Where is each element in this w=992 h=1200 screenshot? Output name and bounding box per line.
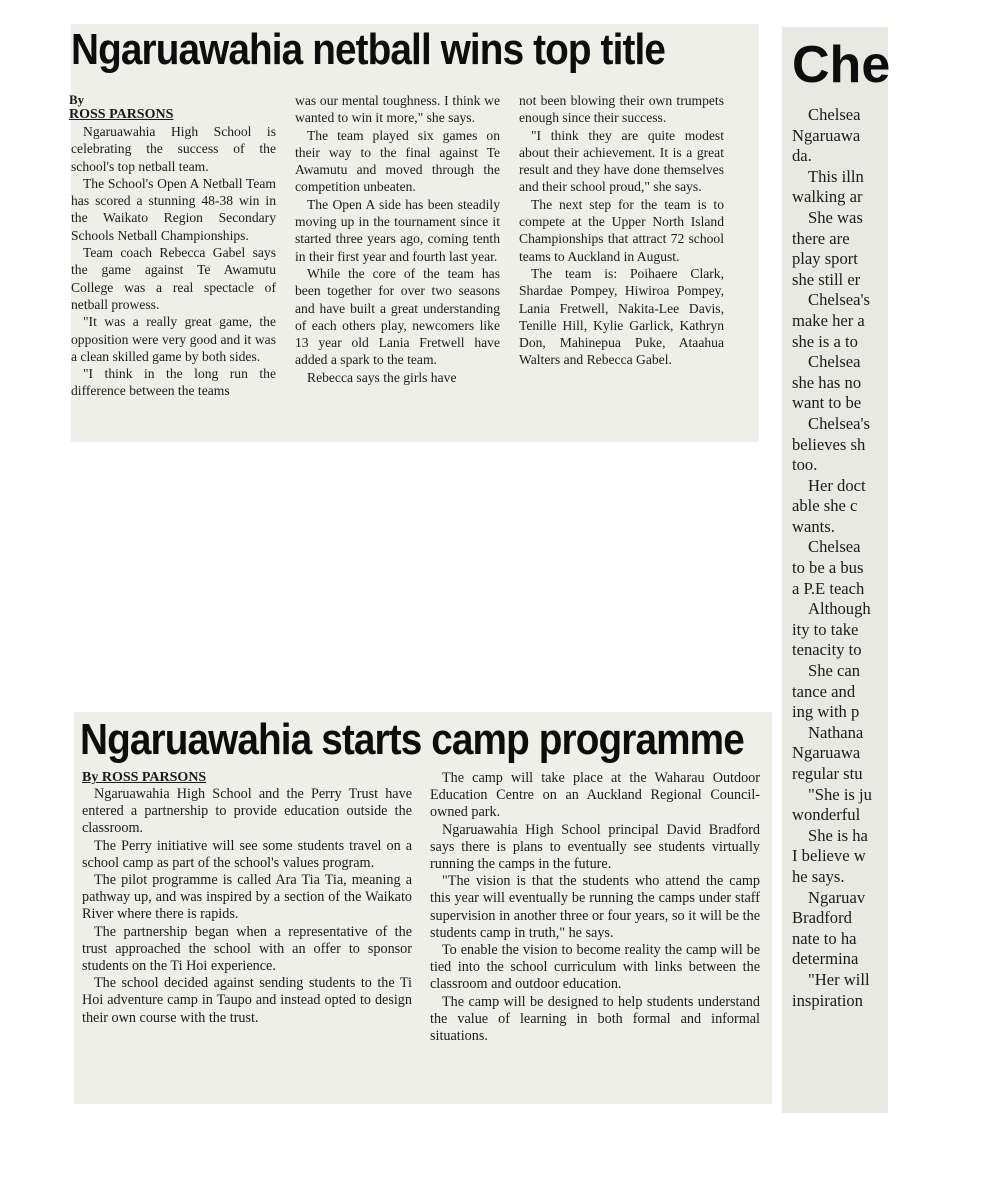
paragraph: The partnership began when a representative of the trust approached the school with an offer to sponsor students on the Ti Hoi experience. [82,923,412,975]
paragraph: was our mental toughness. I think we wanted to win it more," she says. [295,93,500,126]
text-line: Although [808,599,871,619]
headline-chelsea: Che [792,36,891,94]
text-line: make her a [792,310,865,330]
text-line: to be a bus [792,558,864,578]
byline [69,92,276,123]
article-columns [82,770,766,1104]
text-line: regular stu [792,764,863,783]
paragraph: The camp will be designed to help students understand the value of learning in both formal and informal situations. [430,993,760,1045]
text-line: ity to take [792,619,859,639]
text-line: da. [792,146,812,166]
text-line: This illn [808,166,864,186]
text-line: Nathana [808,722,864,742]
text-line: Chelsea's [808,413,870,433]
paragraph: "I think in the long run the difference between the teams [71,366,276,399]
byline-author: ROSS PARSONS [69,107,174,122]
column-1 [82,770,412,1104]
paragraph: Ngaruawahia High School principal David Bradford says there is plans to eventually see students virtually running the camps in the future. [430,821,760,873]
paragraph: While the core of the team has been together for over two seasons and have built a great understanding of each others play, newcomers like 13 year old Lania Fretwell have added a spark to the team. [295,265,500,368]
text-line: Chelsea [808,352,861,372]
text-line: believes sh [792,434,866,454]
text-line: I believe w [792,846,866,866]
text-line: Ngaruawa [792,125,861,145]
text-line: tance and [792,681,856,701]
text-line: Chelsea [808,105,861,124]
paragraph: Team coach Rebecca Gabel says the game against Te Awamutu College was a real spectacle of netball prowess. [71,245,276,312]
text-line: "Her will [808,969,870,989]
paragraph: The camp will take place at the Waharau Outdoor Education Centre on an Auckland Regional Council-owned park. [430,770,760,821]
text-line: he says. [792,866,845,886]
column-2 [430,770,760,1104]
text-line: wonderful [792,805,861,825]
paragraph: not been blowing their own trumpets enough since their success. [519,93,724,126]
headline-camp: Ngaruawahia starts camp programme [80,715,744,764]
text-line: she has no [792,372,862,392]
byline-by: By [69,92,85,107]
text-line: "She is ju [808,784,872,804]
text-line: She can [808,661,861,681]
paragraph: The School's Open A Netball Team has scored a stunning 48-38 win in the Waikato Region Secondary Schools Netball Championships. [71,175,276,243]
text-line: Chelsea's [808,290,870,310]
paragraph: Ngaruawahia High School is celebrating the success of the school's top netball team. [71,124,276,174]
paragraph: "I think they are quite modest about their achievement. It is a great result and they have done themselves and their school proud," she says. [519,127,724,195]
clipping-chelsea-article [782,27,891,1113]
paragraph: The Open A side has been steadily moving up in the tournament since it started three years ago, coming tenth in their first year and fourth last year. [295,196,500,264]
article-columns [71,92,755,442]
headline-netball: Ngaruawahia netball wins top title [71,25,665,74]
paragraph: The team played six games on their way to the final against Te Awamutu and moved through the competition unbeaten. [295,127,500,195]
paragraph: The school decided against sending students to the Ti Hoi adventure camp in Taupo and instead opted to design their own course with the trust. [82,975,412,1026]
text-line: inspiration [792,990,863,1010]
paragraph: Ngaruawahia High School and the Perry Trust have entered a partnership to provide education outside the classroom. [82,786,412,837]
text-line: walking ar [792,187,863,207]
paragraph: The next step for the team is to compete at the Upper North Island Championships that attract 72 school teams to Auckland in August. [519,196,724,264]
text-line: too. [792,455,818,475]
text-line: nate to ha [792,928,857,948]
text-line: she is a to [792,331,858,351]
text-line: determina [792,949,859,969]
column-3 [519,92,724,442]
paragraph: "The vision is that the students who attend the camp this year will eventually be running the camps under staff supervision in another three or four years, so it will be the students camp in truth," he says. [430,873,760,941]
paragraph: The team is: Poihaere Clark, Shardae Pompey, Hiwiroa Pompey, Lania Fretwell, Nakita-Lee Davis, Tenille Hill, Kylie Garlick, Kathryn Don, Mahinepua Puke, Ataahua Walters and Rebecca Gabel. [519,265,724,368]
text-line: ing with p [792,702,860,722]
column-2 [295,92,500,442]
text-line: Bradford [792,908,852,928]
byline-author: By ROSS PARSONS [82,770,207,785]
text-line: wants. [792,516,835,536]
paragraph: The Perry initiative will see some students travel on a school camp as part of the school's values program. [82,837,412,871]
text-line: She was [808,207,863,227]
text-line: play sport [792,249,858,269]
text-line: able she c [792,496,858,516]
text-line: tenacity to [792,640,862,660]
paragraph: To enable the vision to become reality the camp will be tied into the school curriculum with links between the classroom and outdoor education. [430,942,760,993]
text-line: Chelsea [808,537,861,557]
paragraph: "It was a really great game, the opposition were very good and it was a clean skilled game by both sides. [71,314,276,364]
paragraph: Rebecca says the girls have [307,369,457,385]
text-line: there are [792,228,850,248]
clipping-camp-article [74,712,772,1104]
paragraph: The pilot programme is called Ara Tia Tia, meaning a pathway up, and was inspired by a section of the Waikato River where there is rapids. [82,872,412,923]
text-line: want to be [792,393,862,413]
text-line: Ngaruav [808,887,866,907]
text-line: Ngaruawa [792,743,861,763]
clipping-netball-article [71,24,759,442]
text-line: a P.E teach [792,578,865,598]
text-line: she still er [792,269,861,289]
article-column-cut-off [792,105,992,1011]
column-1 [71,92,276,442]
text-line: She is ha [808,825,868,845]
text-line: Her doct [808,475,866,495]
